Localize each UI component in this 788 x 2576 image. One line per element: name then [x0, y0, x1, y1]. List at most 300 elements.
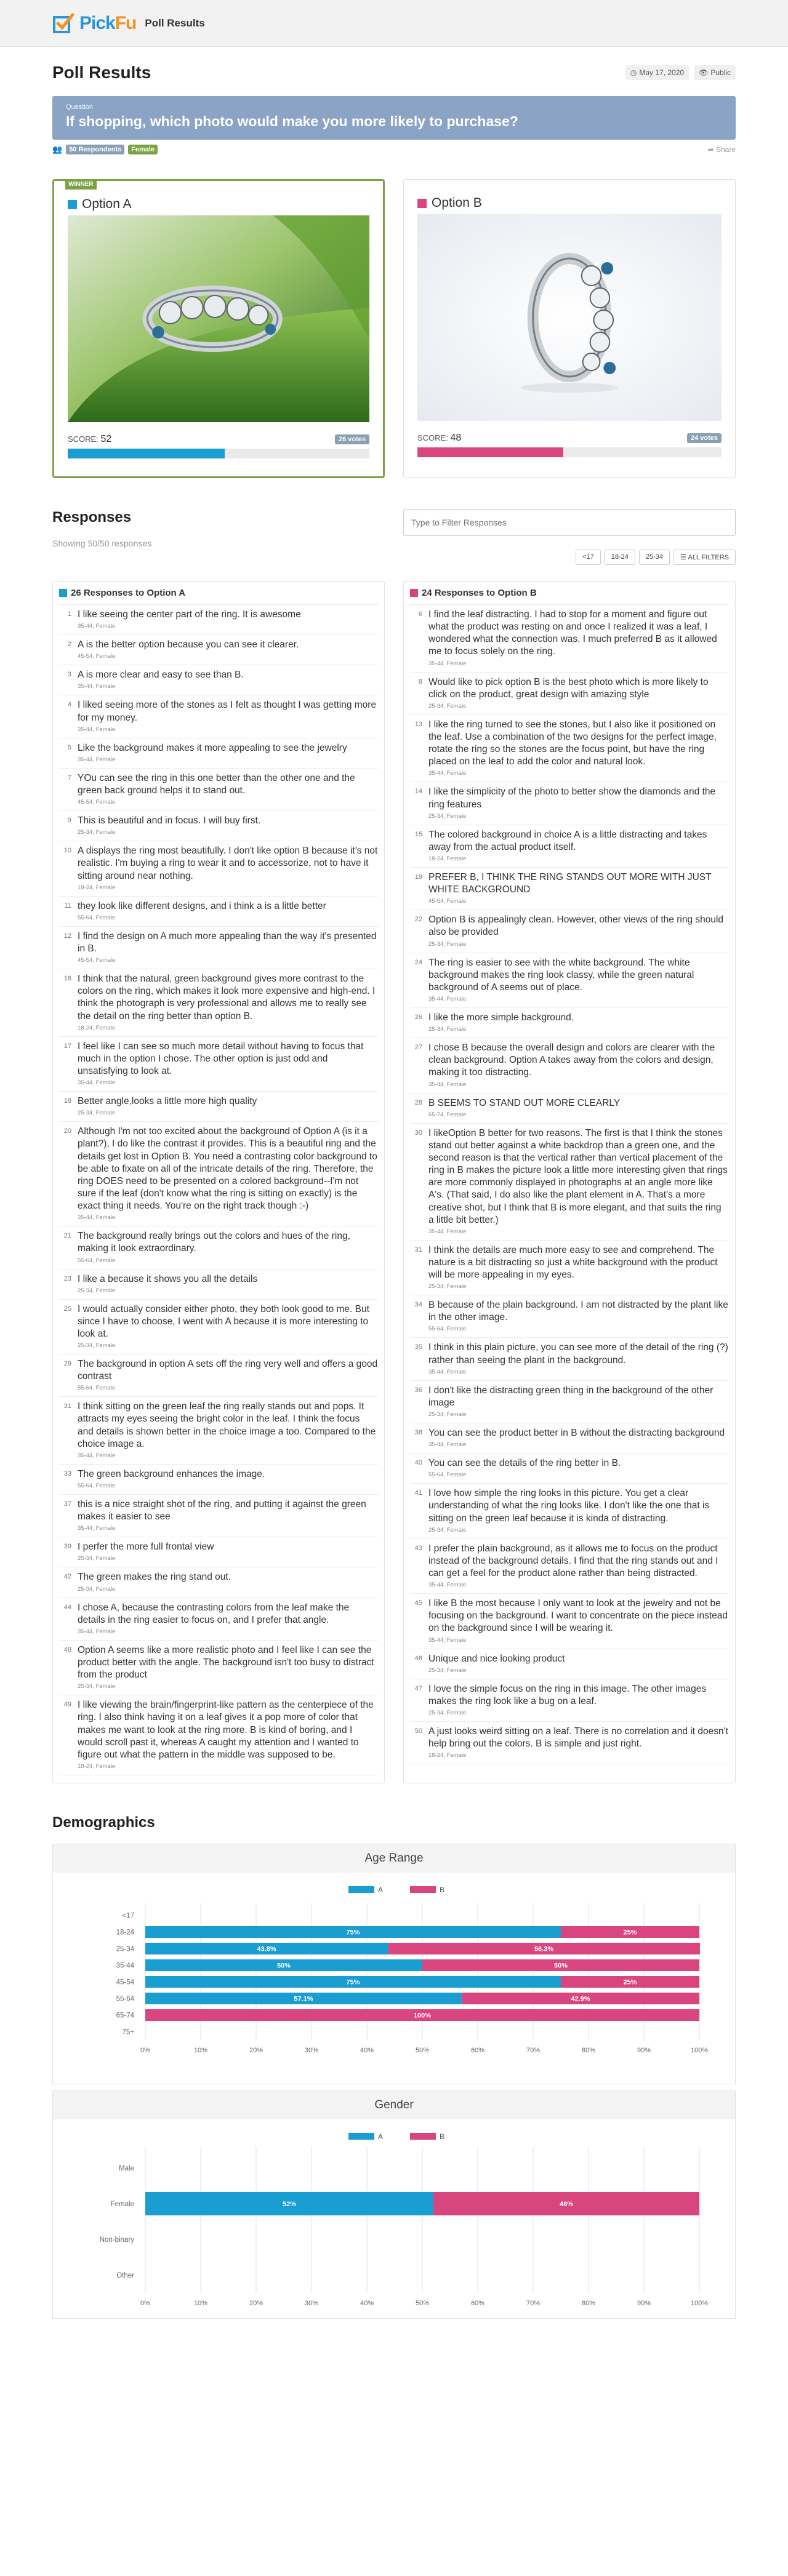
response-number: 10 — [63, 847, 71, 855]
share-icon: ➦ — [707, 145, 714, 154]
response-item — [410, 910, 729, 953]
response-text: Would like to pick option B is the best photo which is more likely to click on the product, great design with amazing style — [428, 676, 709, 700]
response-number: 35 — [414, 1343, 422, 1351]
legend-swatch-b — [410, 2133, 436, 2140]
filter-25-34-button[interactable]: 25-34 — [639, 550, 670, 565]
response-number: 38 — [414, 1429, 422, 1437]
option-a-swatch — [59, 589, 67, 597]
x-tick-label: 60% — [470, 2300, 485, 2308]
response-meta: 35-44, Female — [78, 1214, 116, 1222]
response-item — [410, 1722, 729, 1764]
response-text: I prefer the plain background, as it allows me to focus on the product instead of the background details. I find that the ring stands out and I can get a feel for the product alone rather than being distracted. — [428, 1543, 718, 1579]
response-number: 31 — [63, 1402, 71, 1410]
response-text: B SEEMS TO STAND OUT MORE CLEARLY — [428, 1097, 621, 1108]
option-b-responses — [403, 581, 736, 1783]
option-a-card — [52, 179, 385, 478]
response-text: The green background enhances the image. — [78, 1468, 265, 1479]
category-label: 55-64 — [116, 1995, 134, 2003]
response-item — [59, 738, 378, 769]
response-meta: 35-44, Female — [428, 770, 467, 777]
response-item — [59, 1354, 378, 1397]
eye-icon: 👁 — [699, 68, 709, 77]
response-meta: 25-34, Female — [78, 1287, 116, 1294]
response-number: 41 — [414, 1489, 422, 1497]
response-text: The colored background in choice A is a little distracting and takes away from the actual product itself. — [428, 829, 707, 852]
response-number: 12 — [63, 932, 71, 940]
option-b-card — [403, 179, 736, 478]
response-meta: 55-64, Female — [428, 1326, 467, 1333]
response-item — [410, 1295, 729, 1338]
x-tick-label: 50% — [415, 2300, 430, 2308]
response-item — [59, 927, 378, 969]
filter-under-17-button[interactable]: <17 — [576, 550, 601, 565]
response-item — [59, 1567, 378, 1598]
visibility-chip: 👁 Public — [694, 65, 736, 80]
question-text: If shopping, which photo would make you more likely to purchase? — [66, 113, 518, 129]
response-number: 27 — [414, 1044, 422, 1052]
response-meta: 55-64, Female — [78, 1482, 116, 1490]
response-number: 7 — [67, 774, 71, 782]
x-tick-label: 0% — [140, 2047, 150, 2055]
response-item — [410, 1124, 729, 1241]
option-b-title: Option B — [417, 196, 722, 210]
option-a-responses — [52, 581, 385, 1783]
response-number: 21 — [63, 1232, 71, 1240]
response-meta: 25-34, Female — [78, 1555, 116, 1562]
option-b-swatch — [417, 199, 427, 208]
all-filters-button[interactable]: ☰ ALL FILTERS — [673, 550, 736, 565]
response-number: 29 — [63, 1360, 71, 1368]
response-text: Better angle,looks a little more high quality — [78, 1096, 257, 1107]
response-meta: 55-64, Female — [78, 1385, 116, 1392]
x-tick-label: 0% — [140, 2300, 150, 2308]
response-item — [59, 897, 378, 927]
response-number: 15 — [414, 830, 422, 838]
x-tick-label: 100% — [690, 2047, 709, 2055]
category-label: Other — [116, 2272, 134, 2280]
legend-label: B — [440, 1886, 445, 1895]
response-item — [59, 1122, 378, 1226]
bar-value-label: 25% — [623, 1929, 637, 1937]
response-item — [59, 1598, 378, 1641]
response-item — [59, 1397, 378, 1465]
x-tick-label: 20% — [249, 2047, 263, 2055]
x-tick-label: 30% — [304, 2047, 319, 2055]
response-text: PREFER B, I THINK THE RING STANDS OUT MORE WITH JUST WHITE BACKGROUND — [428, 871, 712, 895]
response-item — [59, 969, 378, 1037]
response-meta: 35-44, Female — [78, 1452, 116, 1459]
response-number: 23 — [63, 1274, 71, 1282]
response-item — [59, 635, 378, 665]
response-number: 39 — [63, 1543, 71, 1551]
response-number: 17 — [63, 1042, 71, 1050]
response-meta: 25-34, Female — [428, 1026, 467, 1033]
response-item — [410, 1381, 729, 1423]
users-icon: 👥 — [52, 145, 63, 154]
response-number: 8 — [418, 678, 422, 686]
response-item — [59, 841, 378, 896]
x-tick-label: 70% — [526, 2300, 541, 2308]
responses-title: Responses — [52, 509, 132, 526]
x-tick-label: 50% — [415, 2047, 430, 2055]
bar-value-label: 42.9% — [571, 1995, 590, 2003]
response-number: 46 — [414, 1654, 422, 1662]
response-text: I like viewing the brain/fingerprint-like pattern as the centerpiece of the ring. I also think having it on a leaf gives it a pop more of color that makes me want to look at the ring more. B is kind of boring, and I would scroll past it, whereas A caught my attention and I wanted to figure out what the pattern in the middle was supposed to be. — [78, 1700, 374, 1760]
response-item — [410, 673, 729, 715]
response-item — [410, 715, 729, 783]
response-meta: 18-24, Female — [428, 855, 467, 862]
response-text: I think sitting on the green leaf the ring really stands out and pops. It attracts my eyes seeing the bright color in the leaf. I think the focus and details is shown better in the choice image a too. Compared to the choice image a. — [78, 1401, 376, 1449]
x-tick-label: 90% — [637, 2047, 651, 2055]
response-meta: 18-24, Female — [78, 1024, 116, 1031]
x-tick-label: 90% — [637, 2300, 651, 2308]
response-text: I like the simplicity of the photo to better show the diamonds and the ring features — [428, 786, 716, 810]
response-number: 22 — [414, 916, 422, 924]
response-meta: 45-54, Female — [78, 653, 116, 660]
response-number: 18 — [63, 1097, 71, 1105]
bar-value-label: 50% — [276, 1962, 291, 1970]
response-text: I feel like I can see so much more detail without having to focus that much in the option I chose. The other option is just odd and unsatisfying to look at. — [78, 1041, 364, 1076]
response-meta: 35-44, Female — [78, 756, 116, 763]
response-meta: 18-24, Female — [428, 1752, 467, 1759]
category-label: 25-34 — [116, 1945, 134, 1953]
category-label: 75+ — [122, 2028, 134, 2036]
response-meta: 55-64, Female — [78, 1257, 116, 1264]
question-label: Question — [66, 103, 94, 111]
response-number: 13 — [414, 720, 422, 728]
response-meta: 35-44, Female — [78, 1525, 116, 1532]
response-text: I find the design on A much more appealing than the way it's presented in B. — [78, 930, 377, 954]
response-text: I like the more simple background. — [428, 1012, 574, 1023]
response-meta: 35-44, Female — [428, 1228, 467, 1235]
bar-value-label: 75% — [346, 1978, 360, 1986]
response-text: this is a nice straight shot of the ring, and putting it against the green makes it easier to see — [78, 1499, 366, 1522]
response-meta: 45-54, Female — [428, 898, 467, 905]
response-text: B because of the plain background. I am not distracted by the plant like in the other image. — [428, 1300, 728, 1323]
response-number: 2 — [67, 641, 71, 649]
response-text: You can see the details of the ring better in B. — [428, 1458, 621, 1469]
response-item — [410, 1594, 729, 1649]
option-b-votes: 24 votes — [687, 433, 722, 443]
response-item — [59, 769, 378, 811]
winner-badge: WINNER — [65, 179, 97, 190]
response-text: A displays the ring most beautifully. I don't like option B because it's not realistic. I'm buying a ring to wear it and to accessorize, not to have it sitting around near nothing. — [78, 846, 378, 881]
category-label: <17 — [122, 1912, 134, 1920]
bar-value-label: 56.3% — [534, 1945, 554, 1953]
female-tag: Female — [128, 145, 158, 154]
response-meta: 25-34, Female — [78, 1342, 116, 1350]
x-tick-label: 40% — [360, 2300, 374, 2308]
response-item — [59, 665, 378, 695]
filter-responses-input[interactable] — [403, 509, 736, 536]
category-label: Female — [110, 2201, 134, 2209]
option-a-title: Option A — [68, 197, 369, 212]
response-text: This is beautiful and in focus. I will buy first. — [78, 815, 261, 826]
bar-value-label: 43.8% — [257, 1945, 276, 1953]
response-item — [59, 1537, 378, 1567]
response-number: 30 — [414, 1129, 422, 1137]
x-tick-label: 70% — [526, 2047, 541, 2055]
response-number: 28 — [414, 1098, 422, 1106]
category-label: 65-74 — [116, 2012, 134, 2020]
response-meta: 18-24, Female — [78, 884, 116, 891]
response-meta: 45-54, Female — [78, 799, 116, 806]
x-tick-label: 60% — [470, 2047, 485, 2055]
response-item — [410, 1454, 729, 1484]
response-meta: 35-44, Female — [428, 1636, 467, 1644]
category-label: 35-44 — [116, 1962, 134, 1970]
response-text: I love the simple focus on the ring in this image. The other images makes the ring look like a bug on a leaf. — [428, 1683, 707, 1706]
age-range-chart-box — [52, 1844, 736, 2084]
response-number: 50 — [414, 1727, 422, 1735]
response-item — [59, 1226, 378, 1269]
response-number: 48 — [63, 1646, 71, 1654]
response-meta: 35-44, Female — [78, 1079, 116, 1087]
response-number: 44 — [63, 1603, 71, 1611]
option-b-image[interactable] — [417, 214, 722, 421]
response-text: I think in this plain picture, you can see more of the detail of the ring (?) rather than seeing the plant in the background. — [428, 1342, 728, 1366]
response-meta: 25-34, Female — [78, 1585, 116, 1593]
logo-text: PickFu — [79, 12, 137, 33]
response-number: 26 — [414, 1013, 422, 1021]
clock-icon: ◷ — [630, 68, 637, 77]
option-a-image[interactable] — [68, 215, 369, 422]
age-range-chart-title: Age Range — [53, 1844, 735, 1873]
response-item — [410, 1679, 729, 1722]
response-text: I find the leaf distracting. I had to stop for a moment and figure out what the product was resting on and once I realized it was a leaf, I wondered what the connection was. I much preferred B as it allowed me to focus solely on the ring. — [428, 609, 717, 657]
response-text: The green makes the ring stand out. — [78, 1572, 231, 1583]
response-meta: 35-44, Female — [78, 726, 116, 733]
response-item — [410, 868, 729, 910]
filter-18-24-button[interactable]: 18-24 — [605, 550, 635, 565]
response-item — [59, 1270, 378, 1300]
response-number: 49 — [63, 1701, 71, 1709]
response-item — [410, 953, 729, 1008]
bar-value-label: 50% — [553, 1962, 568, 1970]
response-number: 45 — [414, 1599, 422, 1607]
response-number: 11 — [64, 902, 71, 910]
response-text: A is the better option because you can see it clearer. — [78, 639, 299, 650]
respondents-tag: 50 Respondents — [66, 145, 124, 154]
response-meta: 25-34, Female — [428, 1283, 467, 1290]
response-item — [410, 782, 729, 825]
response-text: I like seeing the center part of the ring. It is awesome — [78, 609, 301, 620]
app-title: Poll Results — [145, 17, 205, 29]
response-item — [59, 1495, 378, 1537]
response-item — [59, 1641, 378, 1695]
response-number: 9 — [67, 817, 71, 825]
option-b-bar — [417, 447, 722, 457]
response-meta: 35-44, Female — [78, 1628, 116, 1635]
category-label: 18-24 — [116, 1929, 134, 1937]
response-text: You can see the product better in B without the distracting background — [428, 1428, 725, 1439]
response-text: Unique and nice looking product — [428, 1653, 565, 1664]
legend-swatch-a — [348, 1886, 374, 1893]
response-number: 31 — [414, 1246, 422, 1254]
response-item — [410, 1008, 729, 1038]
x-tick-label: 30% — [304, 2300, 319, 2308]
response-text: Although I'm not too excited about the background of Option A (is it a plant?), I do like the contrast it provides. This is a beautiful ring and the details get lost in Option B. You need a contrasting color background to be able to fixate on all of the intricate details of the ring. Therefore, the ring DOES need to be presented on a colored background--I'm not sure if the leaf (don't know what the ring is sitting on exactly) is the exact thing it needs. You're on the right track though :-) — [78, 1126, 377, 1212]
response-number: 14 — [414, 788, 422, 796]
x-tick-label: 80% — [581, 2300, 596, 2308]
option-a-bar — [68, 449, 369, 458]
response-number: 3 — [67, 671, 71, 679]
date-chip: ◷ May 17, 2020 — [625, 65, 689, 80]
option-a-swatch — [68, 200, 77, 209]
demographics-title: Demographics — [52, 1814, 155, 1831]
response-meta: 55-64, Female — [428, 1471, 467, 1479]
response-meta: 55-64, Female — [78, 914, 116, 921]
response-number: 34 — [414, 1301, 422, 1309]
legend-swatch-a — [348, 2133, 374, 2140]
response-item — [410, 1094, 729, 1124]
response-text: The ring is easier to see with the white background. The white background makes the ring look classy, while the green natural background of A seems out of place. — [428, 957, 694, 993]
response-text: Option B is appealingly clean. However, other views of the ring should also be provided — [428, 914, 724, 938]
responses-count: Showing 50/50 responses — [52, 538, 152, 548]
response-meta: 25-34, Female — [78, 829, 116, 836]
response-item — [410, 1038, 729, 1093]
response-meta: 25-34, Female — [78, 1110, 116, 1117]
option-b-bar-fill — [417, 447, 563, 457]
bar-value-label: 100% — [413, 2012, 432, 2020]
response-item — [410, 605, 729, 673]
response-meta: 25-34, Female — [428, 1666, 467, 1674]
response-meta: 35-44, Female — [428, 1368, 467, 1375]
response-text: The background really brings out the colors and hues of the ring, making it look extraordinary. — [78, 1231, 350, 1254]
response-text: I likeOption B better for two reasons. The first is that I think the stones stand out better against a white backdrop than a green one, and the second reason is that the vertical rather than vertical placement of the ring in B makes the picture look a little more interesting given that rings are more commonly displayed in photographs at an angle more like A's. (That said, I do also like the plant element in A. That's a more creative shot, but I think that B is more elegant, and that suits the ring a little bit better.) — [428, 1127, 728, 1225]
response-text: I love how simple the ring looks in this picture. You get a clear understanding of what the ring looks like. I don't like the one that is sitting on the green leaf because it is kinda of distracting. — [428, 1488, 710, 1524]
response-number: 5 — [67, 743, 71, 751]
sliders-icon: ☰ — [680, 554, 686, 561]
response-item — [59, 605, 378, 635]
response-meta: 25-34, Female — [78, 1683, 116, 1690]
response-number: 1 — [67, 610, 71, 618]
response-item — [59, 1300, 378, 1354]
response-item — [410, 1539, 729, 1594]
bar-value-label: 48% — [559, 2201, 574, 2209]
response-text: YOu can see the ring in this one better than the other one and the green back ground helps it to stand out. — [78, 772, 355, 796]
response-text: I chose A, because the contrasting colors from the leaf make the details in the ring easier to focus on, and I prefer that angle. — [78, 1602, 350, 1625]
x-tick-label: 20% — [249, 2300, 263, 2308]
option-a-responses-header: 26 Responses to Option A — [59, 582, 378, 605]
top-bar — [0, 0, 788, 47]
response-item — [59, 695, 378, 738]
gender-chart-title: Gender — [53, 2091, 735, 2119]
response-item — [410, 1241, 729, 1295]
response-number: 4 — [67, 701, 71, 709]
gender-chart — [53, 2119, 735, 2308]
response-text: I think that the natural, green background gives more contrast to the colors on the ring, which makes it look more expensive and high-end. I think the photograph is very professional and allows me to really see the detail on the ring better than option B. — [78, 974, 376, 1022]
response-text: I like a because it shows you all the details — [78, 1273, 258, 1284]
x-tick-label: 100% — [690, 2300, 709, 2308]
response-item — [410, 825, 729, 868]
response-text: The background in option A sets off the ring very well and offers a good contrast — [78, 1359, 378, 1382]
response-text: they look like different designs, and i think a is a little better — [78, 900, 326, 911]
bar-value-label: 57.1% — [294, 1995, 313, 2003]
response-meta: 65-74, Female — [428, 1111, 467, 1118]
response-text: I like the ring turned to see the stones, but I also like it positioned on the leaf. Use a combination of the two designs for the perfect image, rotate the ring so the stones are the focus point, but have the ring placed on the leaf to add the color and natural look. — [428, 719, 717, 767]
question-box — [52, 96, 736, 140]
response-number: 42 — [63, 1573, 71, 1581]
response-meta: 25-34, Female — [428, 1411, 467, 1418]
response-item — [410, 1423, 729, 1454]
bar-value-label: 75% — [346, 1929, 360, 1937]
response-text: Option A seems like a more realistic photo and I feel like I can see the product better with the angle. The background isn't too busy to distract from the product — [78, 1644, 374, 1681]
page-title: Poll Results — [52, 63, 151, 82]
logo-check-icon — [52, 12, 74, 34]
legend-label: A — [378, 1886, 384, 1895]
response-meta: 25-34, Female — [428, 1710, 467, 1717]
option-a-bar-fill — [68, 449, 225, 458]
response-meta: 35-44, Female — [428, 1582, 467, 1589]
response-text: I perfer the more full frontal view — [78, 1542, 214, 1553]
legend-label: A — [378, 2132, 384, 2142]
response-text: I would actually consider either photo, they both look good to me. But since I have to choose, I went with A because it is more interesting to look at. — [78, 1303, 369, 1339]
response-text: I think the details are much more easy to see and comprehend. The nature is a bit distracting so just a white background with the product will be more appealing in my eyes. — [428, 1244, 718, 1281]
x-tick-label: 10% — [193, 2300, 208, 2308]
response-number: 16 — [63, 975, 71, 983]
response-text: I like B the most because I only want to look at the jewelry and not be focusing on the background. I want to concentrate on the piece instead on the background since I will be wearing it. — [428, 1598, 728, 1634]
category-label: Male — [119, 2165, 134, 2173]
category-label: 45-54 — [116, 1978, 134, 1986]
bar-value-label: 25% — [623, 1978, 637, 1986]
age-range-chart — [53, 1873, 735, 2063]
response-meta: 25-34, Female — [428, 702, 467, 710]
option-a-votes: 26 votes — [335, 434, 369, 444]
response-number: 20 — [63, 1127, 71, 1135]
response-meta: 25-34, Female — [428, 812, 467, 820]
share-link[interactable]: ➦ Share — [707, 145, 736, 154]
response-meta: 35-44, Female — [428, 660, 467, 667]
response-item — [59, 1037, 378, 1092]
legend-label: B — [440, 2132, 445, 2142]
response-text: A just looks weird sitting on a leaf. There is no correlation and it doesn't help bring out the colors. B is simple and just right. — [428, 1726, 728, 1750]
x-tick-label: 40% — [360, 2047, 374, 2055]
response-meta: 18-24, Female — [78, 1763, 116, 1770]
response-item — [59, 1695, 378, 1775]
category-label: Non-binary — [99, 2236, 134, 2244]
response-meta: 35-44, Female — [78, 683, 116, 690]
response-item — [410, 1338, 729, 1380]
response-meta: 35-44, Female — [78, 623, 116, 630]
response-item — [410, 1649, 729, 1679]
response-meta: 35-44, Female — [428, 1081, 467, 1088]
response-item — [59, 811, 378, 841]
response-number: 25 — [63, 1305, 71, 1313]
response-meta: 25-34, Female — [428, 1526, 467, 1534]
response-number: 37 — [63, 1500, 71, 1508]
response-number: 33 — [63, 1470, 71, 1478]
legend-swatch-b — [410, 1886, 436, 1893]
response-number: 47 — [414, 1684, 422, 1692]
response-meta: 45-54, Female — [78, 957, 116, 964]
response-number: 19 — [414, 873, 422, 881]
response-number: 43 — [414, 1544, 422, 1552]
x-tick-label: 80% — [581, 2047, 596, 2055]
response-text: Like the background makes it more appealing to see the jewelry — [78, 742, 347, 753]
response-item — [59, 1465, 378, 1495]
response-meta: 25-34, Female — [428, 940, 467, 948]
gender-chart-box — [52, 2090, 736, 2319]
response-number: 40 — [414, 1459, 422, 1467]
option-a-score: SCORE: 52 — [68, 434, 112, 444]
response-meta: 35-44, Female — [428, 1441, 467, 1449]
response-item — [410, 1484, 729, 1538]
response-text: I liked seeing more of the stones as I felt as thought I was getting more for my money. — [78, 700, 377, 723]
x-tick-label: 10% — [193, 2047, 208, 2055]
response-text: A is more clear and easy to see than B. — [78, 670, 244, 681]
logo[interactable] — [52, 12, 136, 34]
